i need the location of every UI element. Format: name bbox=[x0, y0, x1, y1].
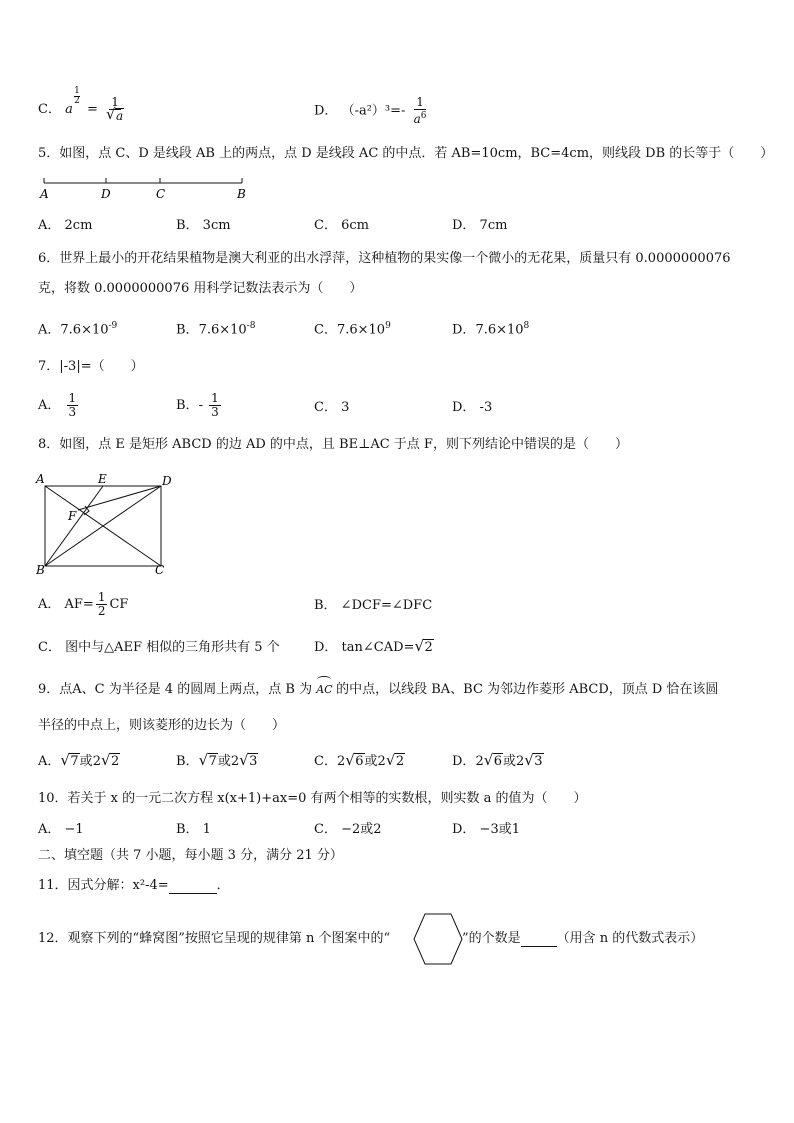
q12-stem bbox=[38, 931, 390, 947]
q4-c-exp-den: 2 bbox=[74, 96, 80, 106]
q8-label-e: E bbox=[98, 472, 107, 486]
q6-a-label: A． bbox=[38, 322, 61, 338]
q9-d-or: 或 bbox=[503, 754, 517, 769]
q4-c-den: a bbox=[116, 109, 124, 123]
q9-line1-pre: 9．点A、C 为半径是 4 的圆周上两点，点 B 为 bbox=[38, 682, 313, 697]
q6-a-base: 7.6×10 bbox=[60, 322, 109, 338]
q10-option-c[interactable]: C． −2或2 bbox=[314, 822, 382, 837]
q9-stem-line2: 半径的中点上，则该菱形的边长为（ ） bbox=[38, 718, 286, 733]
q5-point-d: D bbox=[101, 187, 111, 201]
q9-d-r2: 3 bbox=[534, 754, 543, 769]
q9-b-label: B． bbox=[176, 754, 199, 769]
q9-line1-post: 的中点，以线段 BA、BC 为邻边作菱形 ABCD，顶点 D 恰在该圆 bbox=[336, 682, 719, 697]
q8-label-f: F bbox=[68, 509, 77, 523]
q6-d-exp: 8 bbox=[523, 321, 530, 331]
q10-option-d[interactable]: D． −3或1 bbox=[452, 822, 520, 837]
q12-stem-tail bbox=[462, 931, 703, 947]
q9-a-r2: 2 bbox=[110, 754, 120, 769]
q6-c-exp: 9 bbox=[385, 321, 391, 331]
q9-c-r2: 2 bbox=[395, 754, 405, 769]
q8-stem: 8．如图，点 E 是矩形 ABCD 的边 AD 的中点，且 BE⊥AC 于点 F，则下列结论中错误的是（ ） bbox=[38, 437, 628, 452]
q8-a-den: 2 bbox=[97, 604, 106, 618]
q6-b-label: B． bbox=[176, 322, 199, 338]
q5-point-c: C bbox=[156, 187, 166, 201]
q8-a-num: 1 bbox=[97, 590, 106, 604]
q11-post: ． bbox=[216, 878, 230, 893]
q7-a-fraction bbox=[67, 392, 79, 419]
q6-b-base: 7.6×10 bbox=[198, 322, 247, 338]
q8-a-post: CF bbox=[109, 597, 129, 612]
q11-answer-blank[interactable] bbox=[169, 879, 217, 894]
q12-answer-blank[interactable] bbox=[521, 932, 557, 947]
q4-d-fraction bbox=[412, 96, 429, 126]
q8-a-pre: A． AF= bbox=[38, 597, 94, 612]
q8-label-a: A bbox=[36, 472, 45, 486]
q9-b-r1: 7 bbox=[208, 754, 217, 769]
q9-c-label: C． bbox=[314, 754, 337, 769]
q6-d-base: 7.6×10 bbox=[475, 322, 524, 338]
q4-option-d bbox=[314, 96, 430, 126]
q8-rectangle-figure bbox=[34, 470, 179, 580]
q8-option-c[interactable]: C． 图中与△AEF 相似的三角形共有 5 个 bbox=[38, 640, 280, 655]
q5-point-a: A bbox=[40, 187, 49, 201]
q6-option-c[interactable] bbox=[314, 318, 391, 338]
q8-a-fraction bbox=[96, 591, 108, 618]
q7-b-num: 1 bbox=[211, 391, 219, 405]
q7-a-label: A． bbox=[38, 398, 61, 413]
q8-label-b: B bbox=[36, 563, 45, 577]
q6-b-exp: -8 bbox=[246, 321, 256, 331]
q5-point-b: B bbox=[237, 187, 246, 201]
q9-d-c2: 2 bbox=[516, 754, 525, 769]
q8-label-d: D bbox=[162, 474, 172, 488]
q12-post: ”的个数是 bbox=[462, 931, 521, 946]
q4-d-den-exp: 6 bbox=[420, 111, 427, 121]
q9-b-c2: 2 bbox=[230, 754, 240, 769]
q9-b-or: 或 bbox=[217, 754, 231, 769]
q7-b-sign: - bbox=[198, 398, 203, 413]
q9-a-c2: 2 bbox=[92, 754, 101, 769]
q4-c-label: C． bbox=[38, 102, 61, 117]
q7-stem: 7．|-3|=（ ） bbox=[38, 359, 144, 374]
q9-option-b[interactable] bbox=[176, 754, 258, 770]
q6-d-label: D． bbox=[452, 322, 476, 338]
q9-c-c1: 2 bbox=[336, 754, 346, 769]
q6-stem-line2: 克，将数 0.0000000076 用科学记数法表示为（ ） bbox=[38, 281, 363, 296]
q12-pre: 12．观察下列的“蜂窝图”按照它呈现的规律第 n 个图案中的“ bbox=[38, 931, 391, 946]
q6-stem-line1: 6．世界上最小的开花结果植物是澳大利亚的出水浮萍，这种植物的果实像一个微小的无花果，质量只有 0.0000000076 bbox=[38, 251, 731, 266]
q9-stem-line1 bbox=[38, 682, 718, 698]
q8-d-rad: 2 bbox=[424, 640, 433, 655]
q7-option-c[interactable]: C． 3 bbox=[314, 400, 350, 415]
q4-d-text: （-a²）³=- bbox=[341, 103, 406, 119]
q4-d-label: D． bbox=[314, 103, 338, 119]
q9-a-label: A． bbox=[38, 754, 61, 769]
q10-option-b[interactable]: B． 1 bbox=[176, 822, 211, 837]
q9-c-r1: 6 bbox=[355, 754, 364, 769]
q11-stem bbox=[38, 878, 230, 894]
q6-option-a[interactable] bbox=[38, 318, 117, 338]
q5-segment-figure bbox=[36, 175, 266, 205]
q9-c-c2: 2 bbox=[377, 754, 386, 769]
q4-c-exp-num: 1 bbox=[74, 86, 80, 96]
q6-a-exp: -9 bbox=[108, 321, 118, 331]
q9-d-label: D． bbox=[452, 754, 476, 769]
q5-option-c[interactable]: C． 6cm bbox=[314, 218, 369, 233]
q4-c-fraction bbox=[104, 96, 126, 123]
section-fill-in-title: 二、填空题（共 7 小题，每小题 3 分，满分 21 分） bbox=[38, 848, 343, 863]
q4-d-den-base: a bbox=[413, 112, 421, 126]
q10-option-a[interactable]: A． −1 bbox=[38, 822, 84, 837]
q7-a-num: 1 bbox=[68, 391, 77, 405]
q9-d-r1: 6 bbox=[493, 754, 502, 769]
q6-c-base: 7.6×10 bbox=[336, 322, 386, 338]
q6-c-label: C． bbox=[314, 322, 337, 338]
q4-c-num: 1 bbox=[111, 95, 119, 109]
q7-b-fraction bbox=[209, 392, 221, 419]
q8-option-b[interactable]: B． ∠DCF=∠DFC bbox=[314, 598, 433, 613]
q9-b-r2: 3 bbox=[249, 754, 258, 769]
q10-stem: 10．若关于 x 的一元二次方程 x(x+1)+ax=0 有两个相等的实数根，则实数 a 的值为（ ） bbox=[38, 791, 587, 806]
q7-option-a[interactable] bbox=[38, 392, 80, 419]
q11-pre: 11．因式分解：x²-4= bbox=[38, 878, 169, 893]
q8-option-a[interactable] bbox=[38, 591, 128, 618]
q4-c-base: a bbox=[65, 102, 73, 117]
q9-option-c[interactable] bbox=[314, 754, 405, 770]
q5-option-b[interactable]: B． 3cm bbox=[176, 218, 231, 233]
q7-a-den: 3 bbox=[68, 405, 77, 419]
q7-b-den: 3 bbox=[211, 405, 219, 419]
q4-c-eq: = bbox=[87, 102, 98, 117]
q6-option-b[interactable] bbox=[176, 318, 255, 338]
q8-d-pre: D． tan∠CAD= bbox=[314, 640, 415, 655]
q7-b-label: B． bbox=[176, 398, 199, 413]
q9-a-or: 或 bbox=[79, 754, 93, 769]
q9-a-r1: 7 bbox=[70, 754, 79, 769]
q5-option-a[interactable]: A． 2cm bbox=[38, 218, 93, 233]
q9-arc-ac: AC bbox=[316, 683, 333, 696]
q9-option-d[interactable] bbox=[452, 754, 544, 770]
q8-option-d[interactable] bbox=[314, 640, 434, 656]
q9-d-c1: 2 bbox=[475, 754, 484, 769]
q9-c-or: 或 bbox=[364, 754, 378, 769]
q8-label-c: C bbox=[155, 563, 165, 577]
q9-option-a[interactable] bbox=[38, 754, 120, 770]
q6-option-d[interactable] bbox=[452, 318, 529, 338]
q4-option-c bbox=[38, 86, 128, 123]
q7-option-d[interactable]: D． -3 bbox=[452, 400, 493, 415]
q4-d-num: 1 bbox=[416, 95, 424, 109]
q7-option-b[interactable] bbox=[176, 392, 223, 419]
q12-tail: （用含 n 的代数式表示） bbox=[556, 931, 704, 946]
q5-stem: 5．如图，点 C、D 是线段 AB 上的两点，点 D 是线段 AC 的中点．若 AB=10cm，BC=4cm，则线段 DB 的长等于（ ） bbox=[38, 146, 774, 161]
q5-option-d[interactable]: D． 7cm bbox=[452, 218, 508, 233]
hexagon-icon bbox=[412, 911, 464, 967]
